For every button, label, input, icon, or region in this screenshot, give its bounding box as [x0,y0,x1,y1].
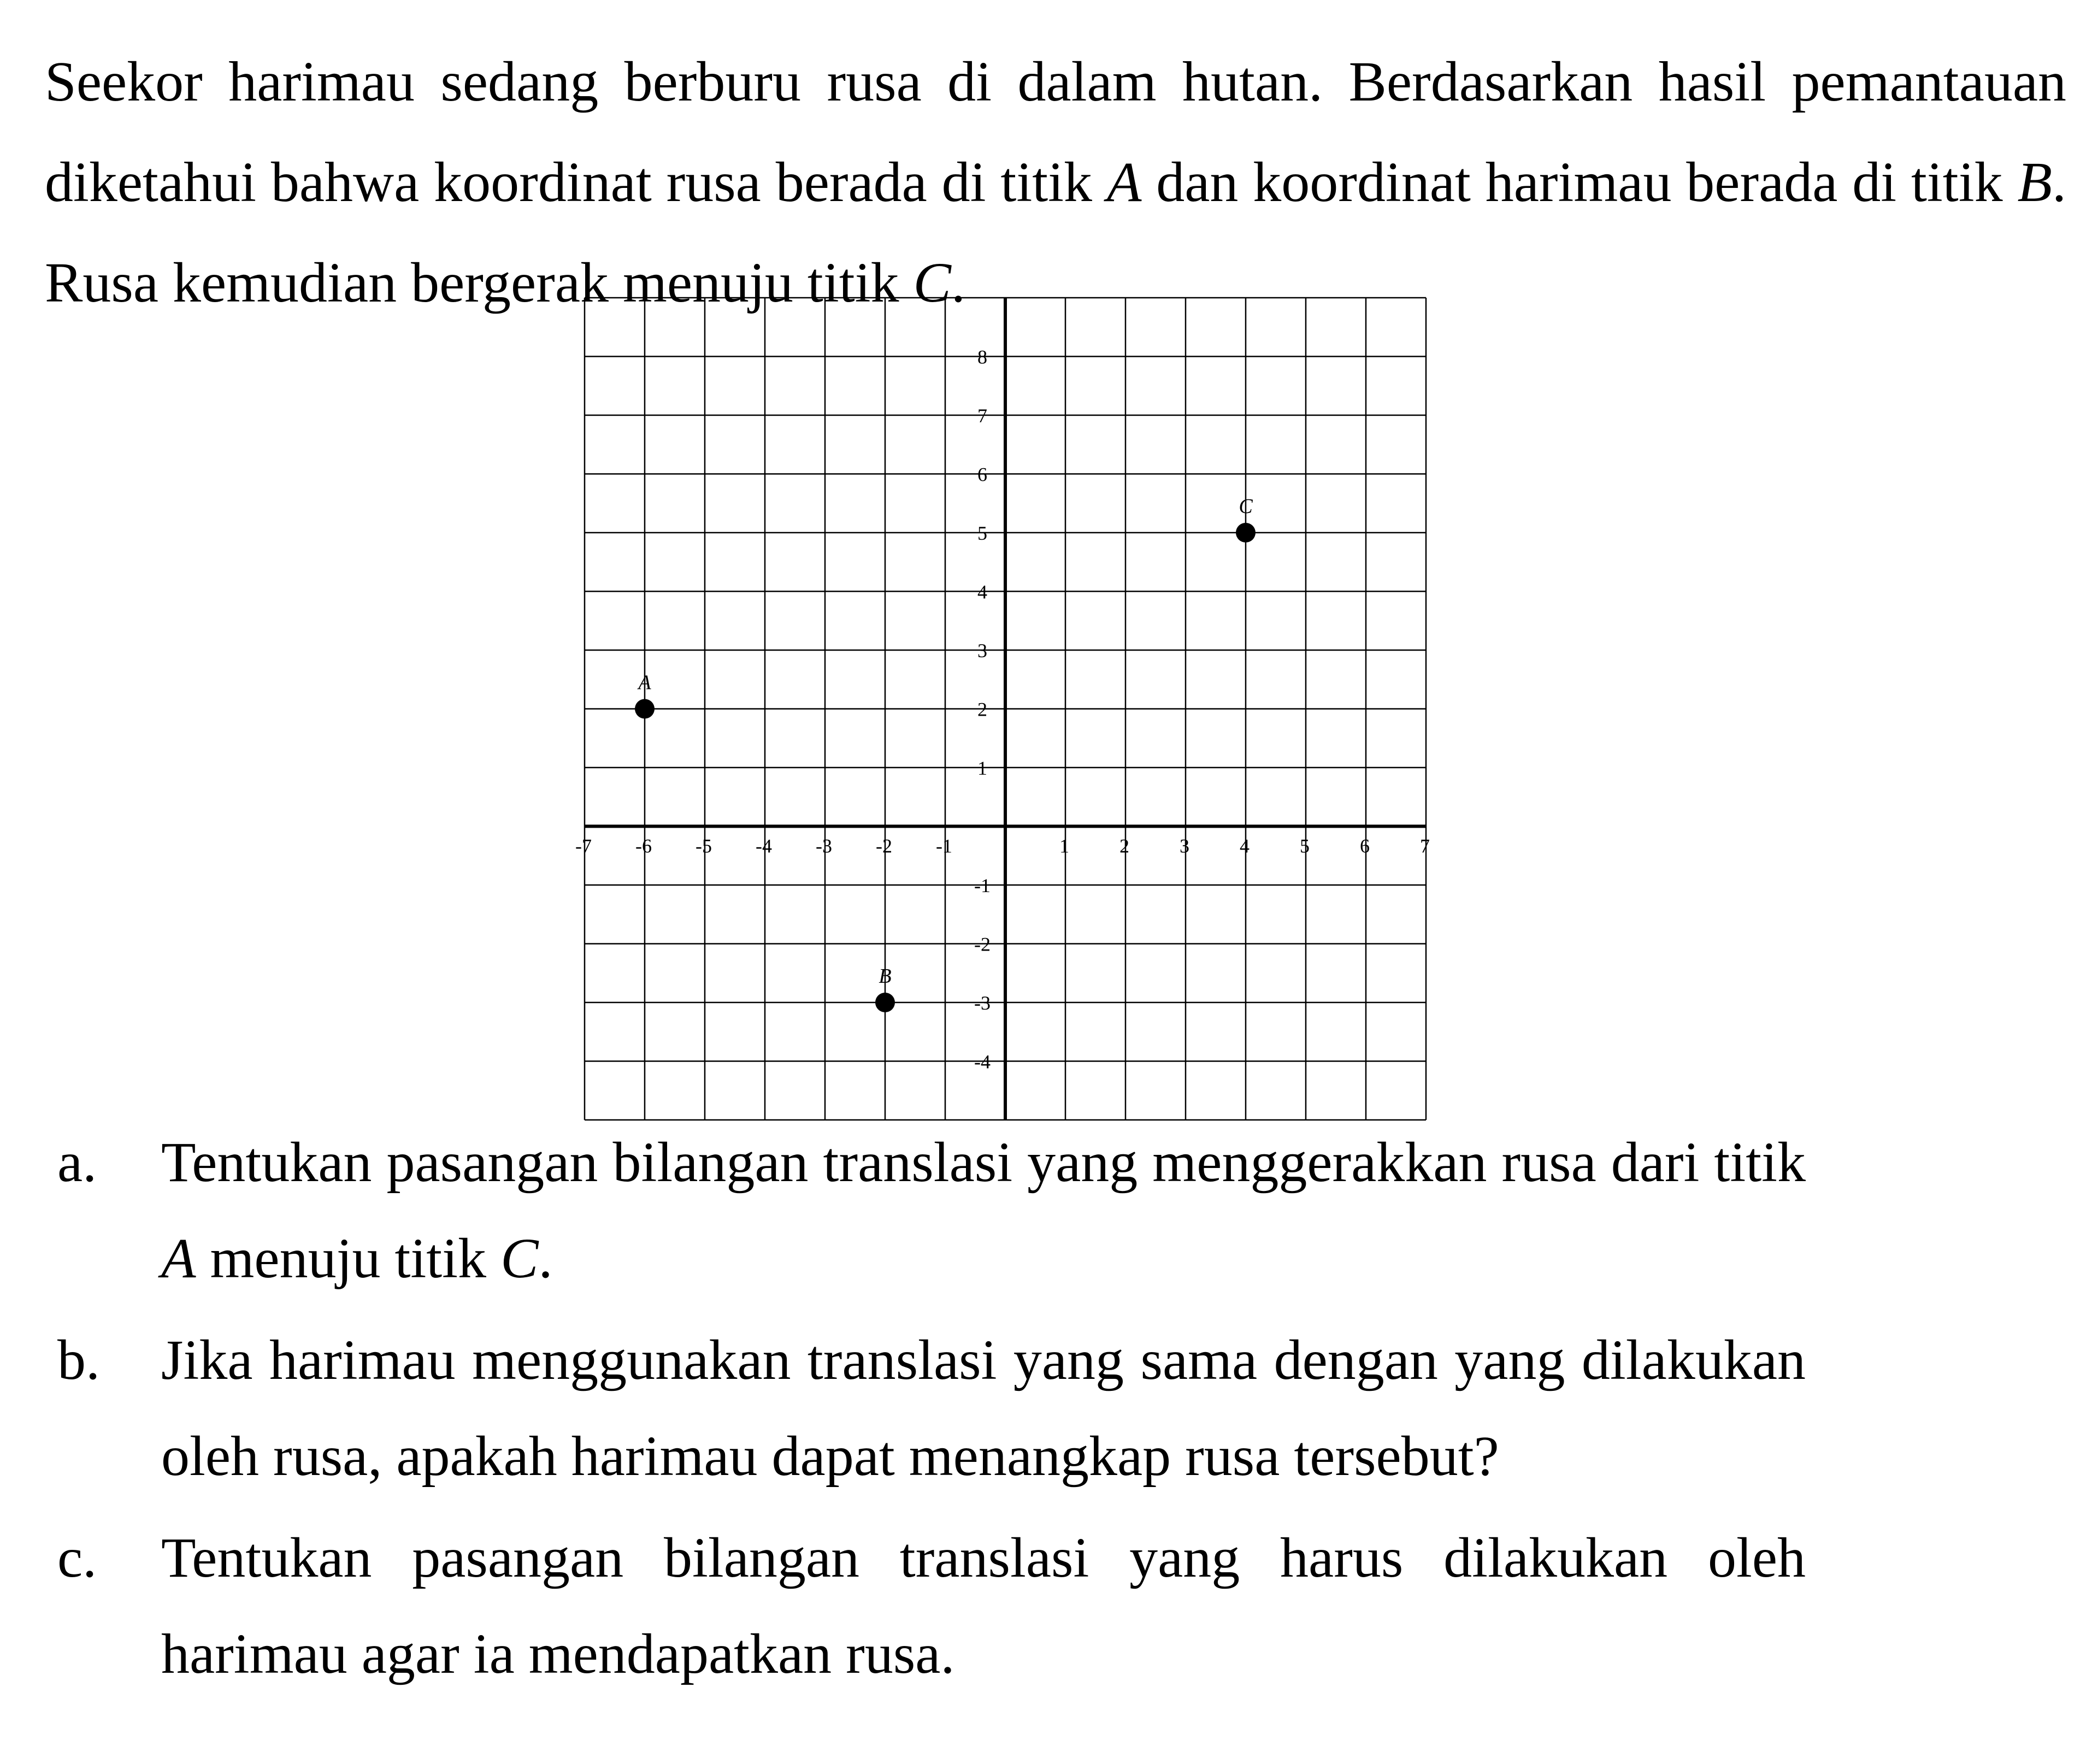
problem-statement [45,32,2066,333]
y-tick-label: 5 [977,522,987,544]
question-a-var-2: C [500,1227,539,1290]
x-tick-label: -4 [756,835,772,857]
x-tick-label: 6 [1360,835,1370,857]
x-tick-label: -3 [816,835,832,857]
point-b-label: B [879,965,892,988]
y-tick-label: 8 [977,346,987,368]
question-b [57,1312,1806,1505]
x-tick-label: 5 [1300,835,1310,857]
point-a-marker [635,699,655,719]
y-tick-label: 6 [977,463,987,486]
question-a-text-1: Tentukan pasangan bilangan translasi yang menggerakkan rusa dari titik [161,1131,1806,1194]
x-tick-label: -1 [936,835,952,857]
question-c-text: Tentukan pasangan bilangan translasi yang harus dilakukan oleh harimau agar ia mendapatkan rusa. [161,1526,1806,1685]
y-tick-label: -3 [974,992,991,1014]
x-tick-label: 2 [1119,835,1129,857]
x-tick-labels [575,834,1430,857]
question-c [57,1510,1806,1702]
point-b-marker [875,993,895,1012]
x-tick-label: 7 [1420,835,1430,857]
x-tick-label: -2 [876,835,892,857]
point-a-label: A [638,671,651,694]
question-a [57,1114,1806,1307]
y-tick-label: -2 [974,933,991,955]
point-c-ref: C [913,251,951,314]
y-tick-label: 4 [977,581,987,603]
point-c-label: C [1239,495,1253,518]
x-tick-label: -5 [696,835,712,857]
x-tick-label: -6 [635,835,652,857]
point-c-marker [1236,523,1256,542]
intro-text-2: dan koordinat harimau berada di titik [1141,151,2018,214]
point-b-ref: B [2017,151,2052,214]
question-a-text-3: . [538,1227,553,1290]
y-tick-label: 2 [977,698,987,721]
x-tick-label: 4 [1240,835,1250,857]
y-tick-label: -4 [974,1051,991,1073]
y-tick-label: 7 [977,405,987,427]
x-tick-label: 3 [1180,835,1189,857]
intro-text-3: . Rusa kemudian bergerak menuju titik [45,151,2066,314]
y-tick-label: 3 [977,640,987,662]
question-list [57,1114,1806,1708]
question-c-marker: c. [57,1526,97,1589]
x-tick-label: 1 [1059,835,1069,857]
question-a-text-2: menuju titik [196,1227,501,1290]
question-b-marker: b. [57,1329,100,1391]
point-a-ref: A [1106,151,1142,214]
y-tick-label: 1 [977,757,987,779]
question-a-var-1: A [161,1227,196,1290]
question-a-marker: a. [57,1131,97,1194]
intro-text-1: Seekor harimau sedang berburu rusa di dalam hutan. Berdasarkan hasil pemantauan diketahui bahwa koordinat rusa berada di titik [45,50,2066,214]
intro-paragraph [45,32,2066,333]
question-b-text: Jika harimau menggunakan translasi yang sama dengan yang dilakukan oleh rusa, apakah harimau dapat menangkap rusa tersebut? [161,1329,1806,1488]
x-tick-label: -7 [575,835,592,857]
intro-text-4: . [951,251,965,314]
coordinate-plane [575,298,1430,1120]
y-tick-label: -1 [974,875,991,896]
